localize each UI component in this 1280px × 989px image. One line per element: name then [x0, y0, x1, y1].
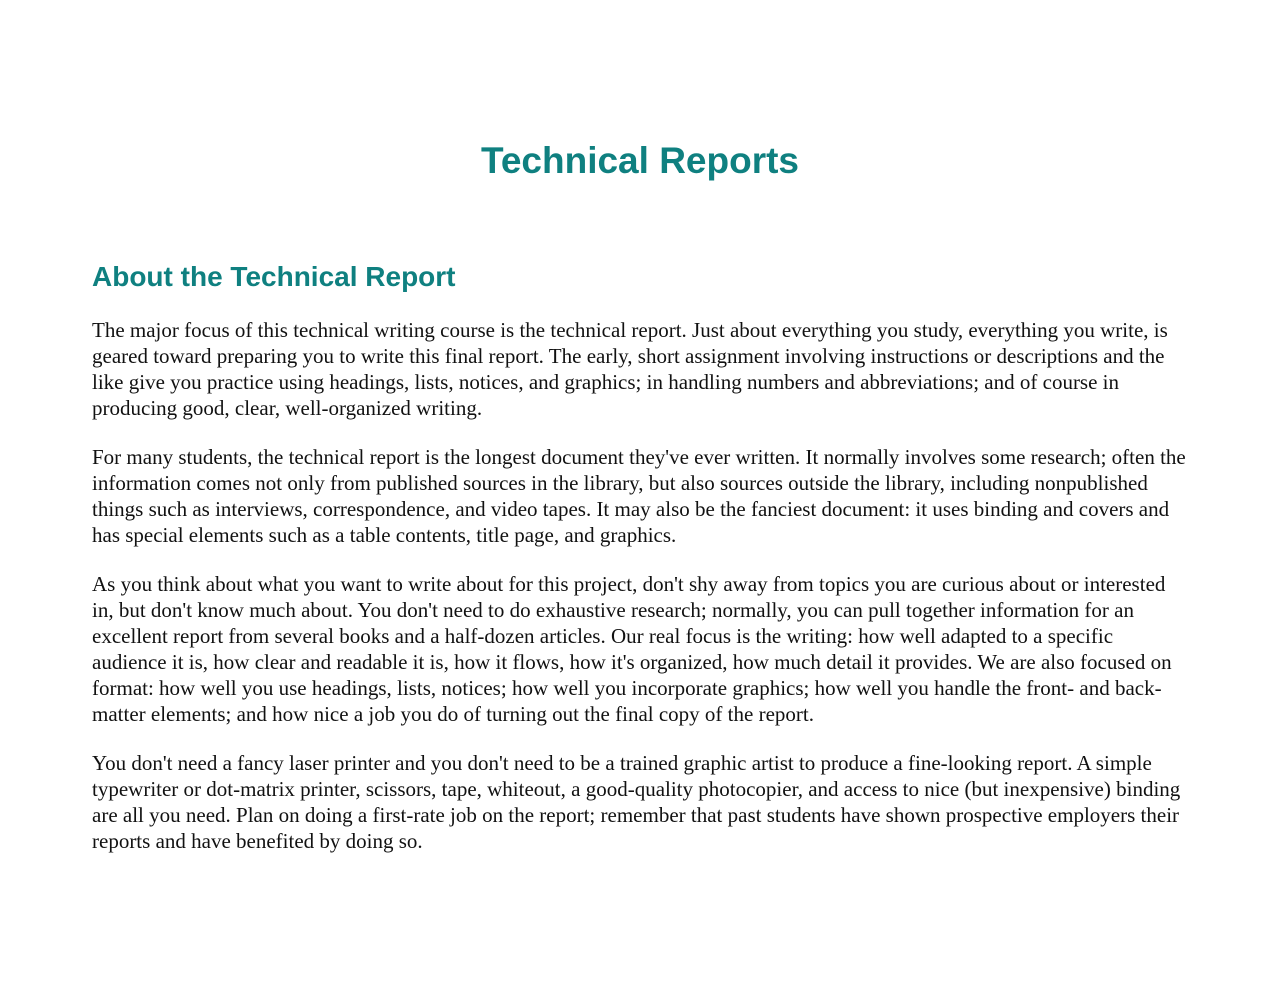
paragraph-4: You don't need a fancy laser printer and you don't need to be a trained graphic artist to produce a fine-looking report. A simple typewriter or dot-matrix printer, scissors, tape, whiteout, a good-quality photocopier, and access to nice (but inexpensive) binding are all you need. Plan on doing a first-rate job on the report; remember that past students have shown prospective employers their reports and have benefited by doing so.	[92, 751, 1181, 853]
section-heading: About the Technical Report	[92, 261, 456, 292]
section-body	[92, 317, 1192, 877]
page-title: Technical Reports	[480, 140, 799, 181]
paragraph-2: For many students, the technical report is the longest document they've ever written. It normally involves some research; often the information comes not only from published sources in the library, but also sources outside the library, including nonpublished things such as interviews, correspondence, and video tapes. It may also be the fanciest document: it uses binding and covers and has special elements such as a table contents, title page, and graphics.	[92, 445, 1186, 547]
paragraph-3: As you think about what you want to write about for this project, don't shy away from topics you are curious about or interested in, but don't know much about. You don't need to do exhaustive research; normally, you can pull together information for an excellent report from several books and a half-dozen articles. Our real focus is the writing: how well adapted to a specific audience it is, how clear and readable it is, how it flows, how it's organized, how much detail it provides. We are also focused on format: how well you use headings, lists, notices; how well you incorporate graphics; how well you handle the front- and back-matter elements; and how nice a job you do of turning out the final copy of the report.	[92, 572, 1172, 726]
paragraph-1: The major focus of this technical writing course is the technical report. Just about everything you study, everything you write, is geared toward preparing you to write this final report. The early, short assignment involving instructions or descriptions and the like give you practice using headings, lists, notices, and graphics; in handling numbers and abbreviations; and of course in producing good, clear, well-organized writing.	[92, 318, 1168, 420]
